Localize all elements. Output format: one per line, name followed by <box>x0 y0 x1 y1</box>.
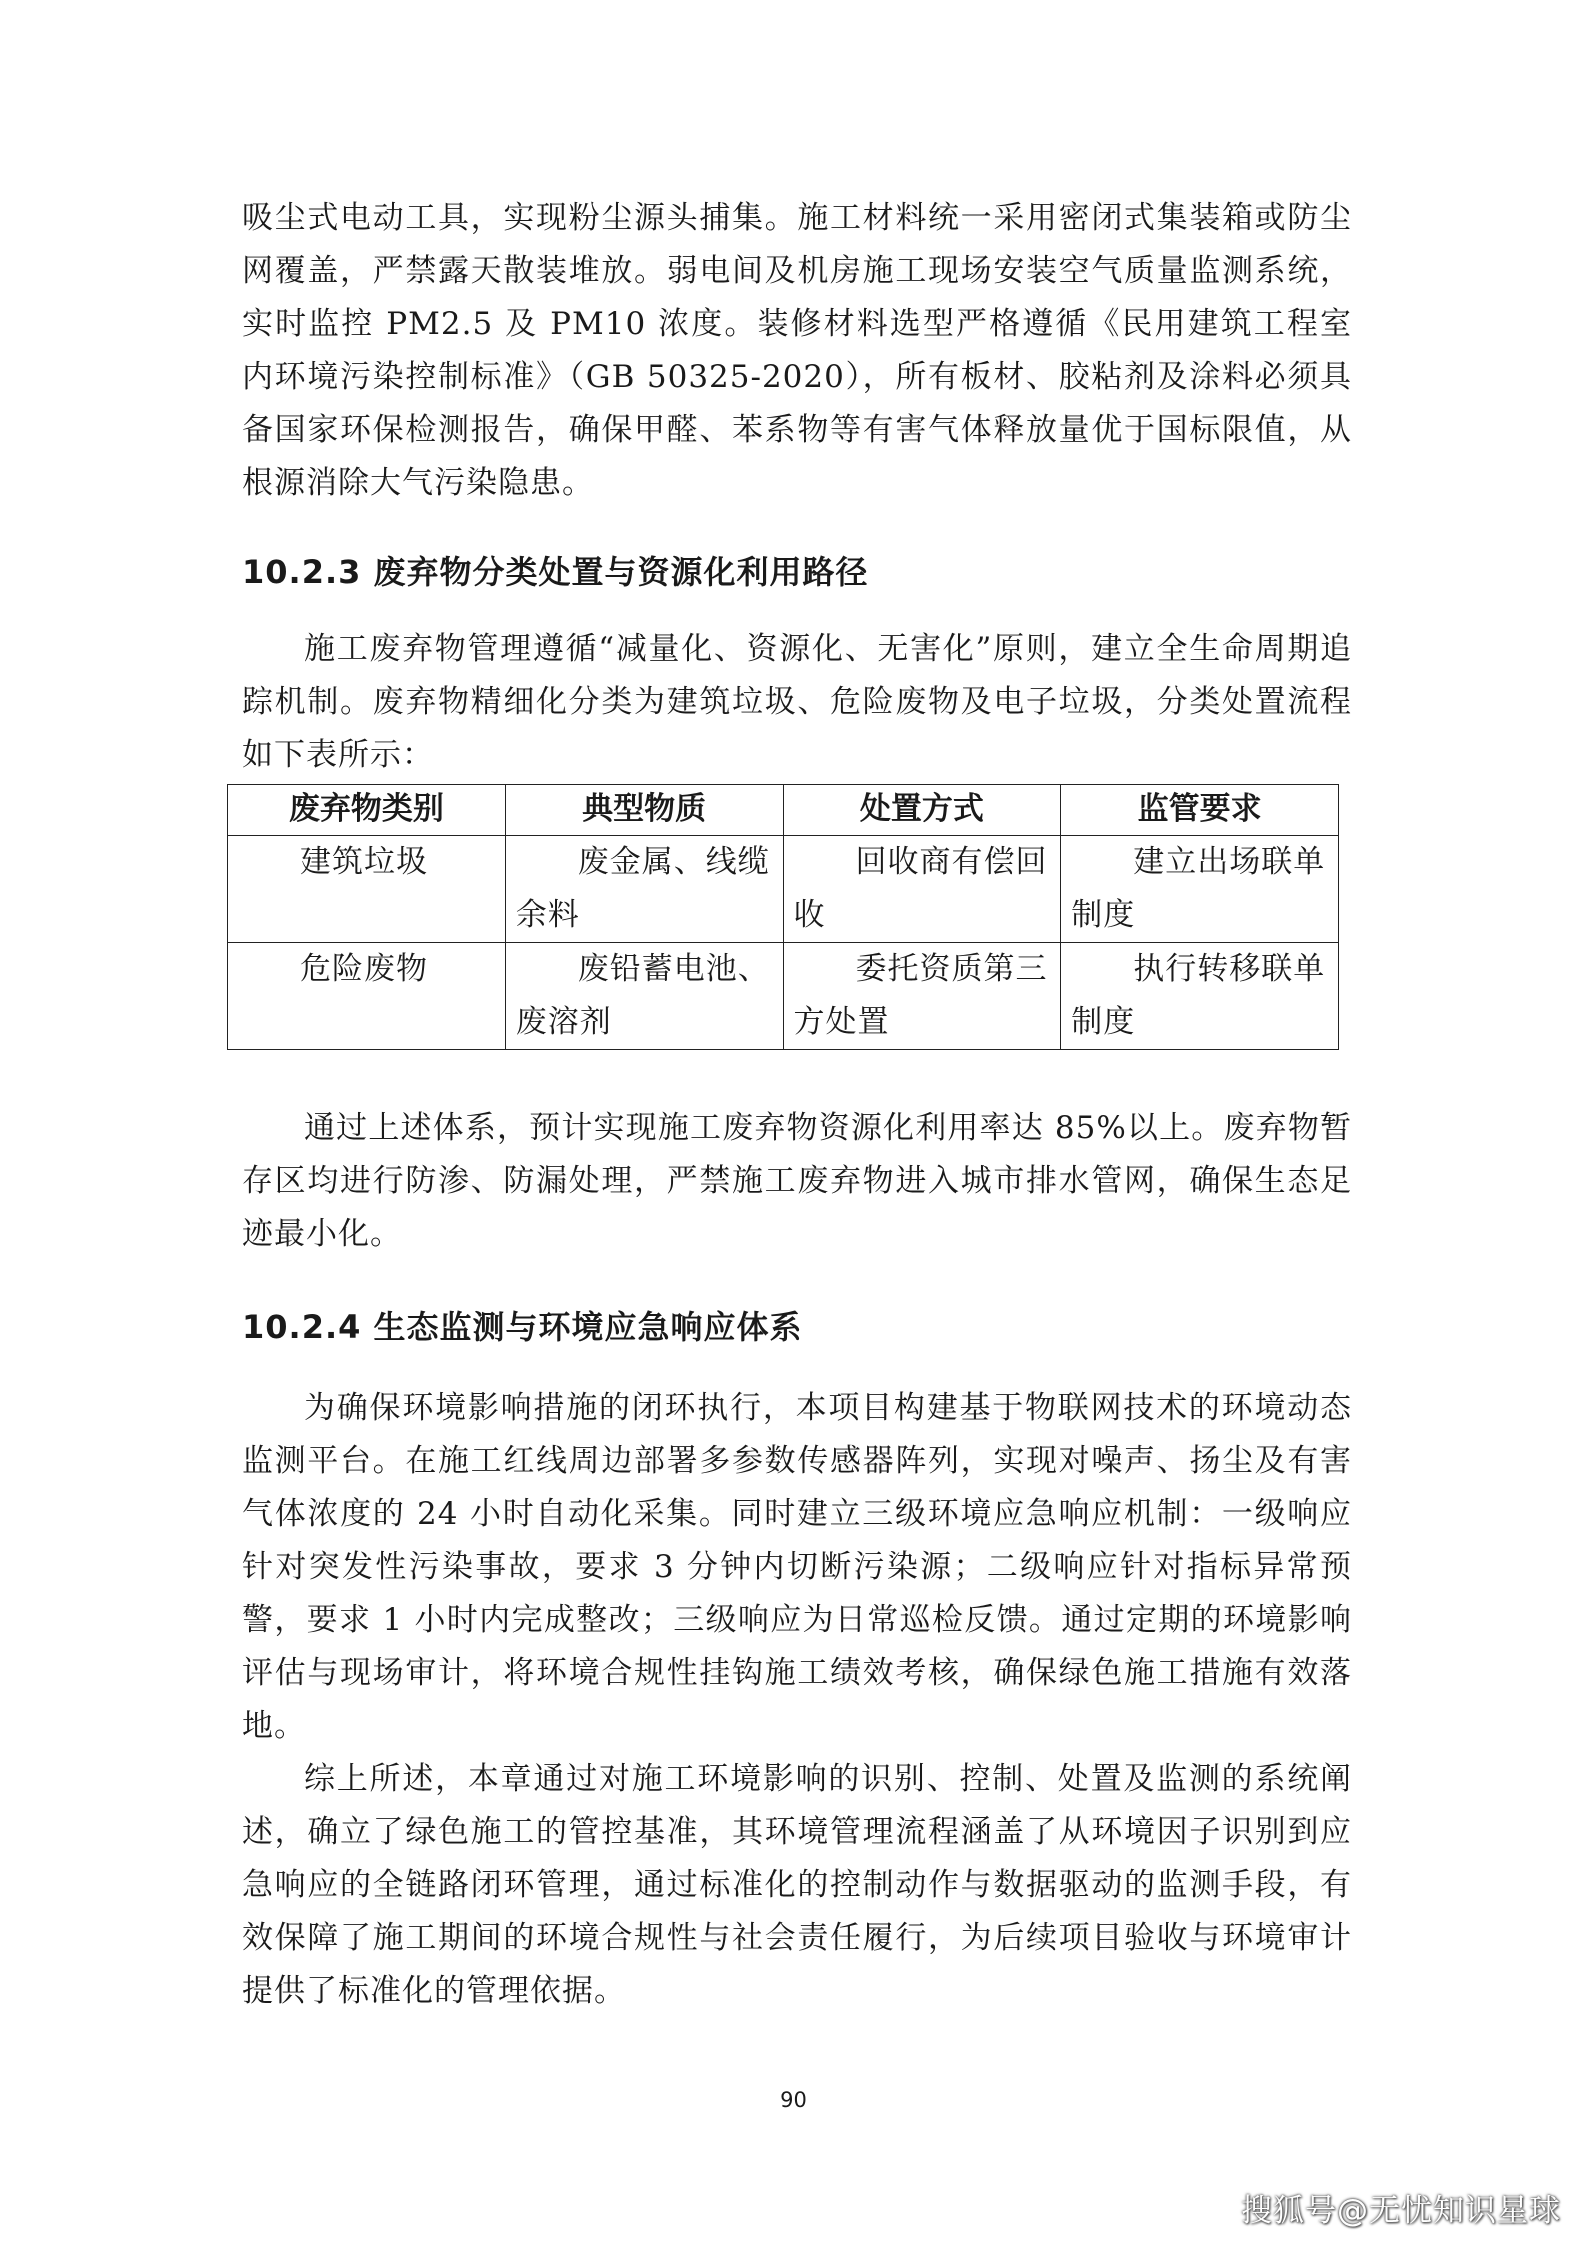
section-heading-10-2-4: 10.2.4 生态监测与环境应急响应体系 <box>242 1308 803 1346</box>
table-cell: 危险废物 <box>228 943 506 1050</box>
table-cell: 建筑垃圾 <box>228 836 506 943</box>
table-row <box>228 943 1339 1050</box>
paragraph-dust-control: 吸尘式电动工具，实现粉尘源头捕集。施工材料统一采用密闭式集装箱或防尘网覆盖，严禁露天散装堆放。弱电间及机房施工现场安装空气质量监测系统，实时监控 PM2.5 及 PM10 浓度。装修材料选型严格遵循《民用建筑工程室内环境污染控制标准》（GB 50325-2020），所有板材、胶粘剂及涂料必须具备国家环保检测报告，确保甲醛、苯系物等有害气体释放量优于国标限值，从根源消除大气污染隐患。 <box>242 200 1352 501</box>
table-header-cell: 典型物质 <box>505 785 783 836</box>
table-header-cell: 废弃物类别 <box>228 785 506 836</box>
document-body <box>242 192 1352 2018</box>
paragraph-recycling-rate: 通过上述体系，预计实现施工废弃物资源化利用率达 85%以上。废弃物暂存区均进行防渗、防漏处理，严禁施工废弃物进入城市排水管网，确保生态足迹最小化。 <box>242 1110 1352 1252</box>
paragraph-monitoring-platform: 为确保环境影响措施的闭环执行，本项目构建基于物联网技术的环境动态监测平台。在施工红线周边部署多参数传感器阵列，实现对噪声、扬尘及有害气体浓度的 24 小时自动化采集。同时建立三级环境应急响应机制：一级响应针对突发性污染事故，要求 3 分钟内切断污染源；二级响应针对指标异常预警，要求 1 小时内完成整改；三级响应为日常巡检反馈。通过定期的环境影响评估与现场审计，将环境合规性挂钩施工绩效考核，确保绿色施工措施有效落地。 <box>242 1390 1352 1744</box>
table-cell: 废铅蓄电池、废溶剂 <box>505 943 783 1050</box>
paragraph-waste-management: 施工废弃物管理遵循“减量化、资源化、无害化”原则，建立全生命周期追踪机制。废弃物精细化分类为建筑垃圾、危险废物及电子垃圾，分类处置流程如下表所示： <box>242 631 1352 773</box>
waste-disposal-table <box>227 784 1339 1050</box>
table-header-row <box>228 785 1339 836</box>
paragraph-chapter-summary: 综上所述，本章通过对施工环境影响的识别、控制、处置及监测的系统阐述，确立了绿色施工的管控基准，其环境管理流程涵盖了从环境因子识别到应急响应的全链路闭环管理，通过标准化的控制动作与数据驱动的监测手段，有效保障了施工期间的环境合规性与社会责任履行，为后续项目验收与环境审计提供了标准化的管理依据。 <box>242 1761 1352 2009</box>
table-header-cell: 监管要求 <box>1061 785 1339 836</box>
section-heading-10-2-3: 10.2.3 废弃物分类处置与资源化利用路径 <box>242 553 869 591</box>
table-row <box>228 836 1339 943</box>
table-cell: 建立出场联单制度 <box>1061 836 1339 943</box>
page-number: 90 <box>780 2088 807 2112</box>
table-cell: 废金属、线缆余料 <box>505 836 783 943</box>
table-cell: 委托资质第三方处置 <box>783 943 1061 1050</box>
watermark: 搜狐号@无忧知识星球 <box>1241 2193 1561 2229</box>
table-cell: 执行转移联单制度 <box>1061 943 1339 1050</box>
table-header-cell: 处置方式 <box>783 785 1061 836</box>
table-cell: 回收商有偿回收 <box>783 836 1061 943</box>
